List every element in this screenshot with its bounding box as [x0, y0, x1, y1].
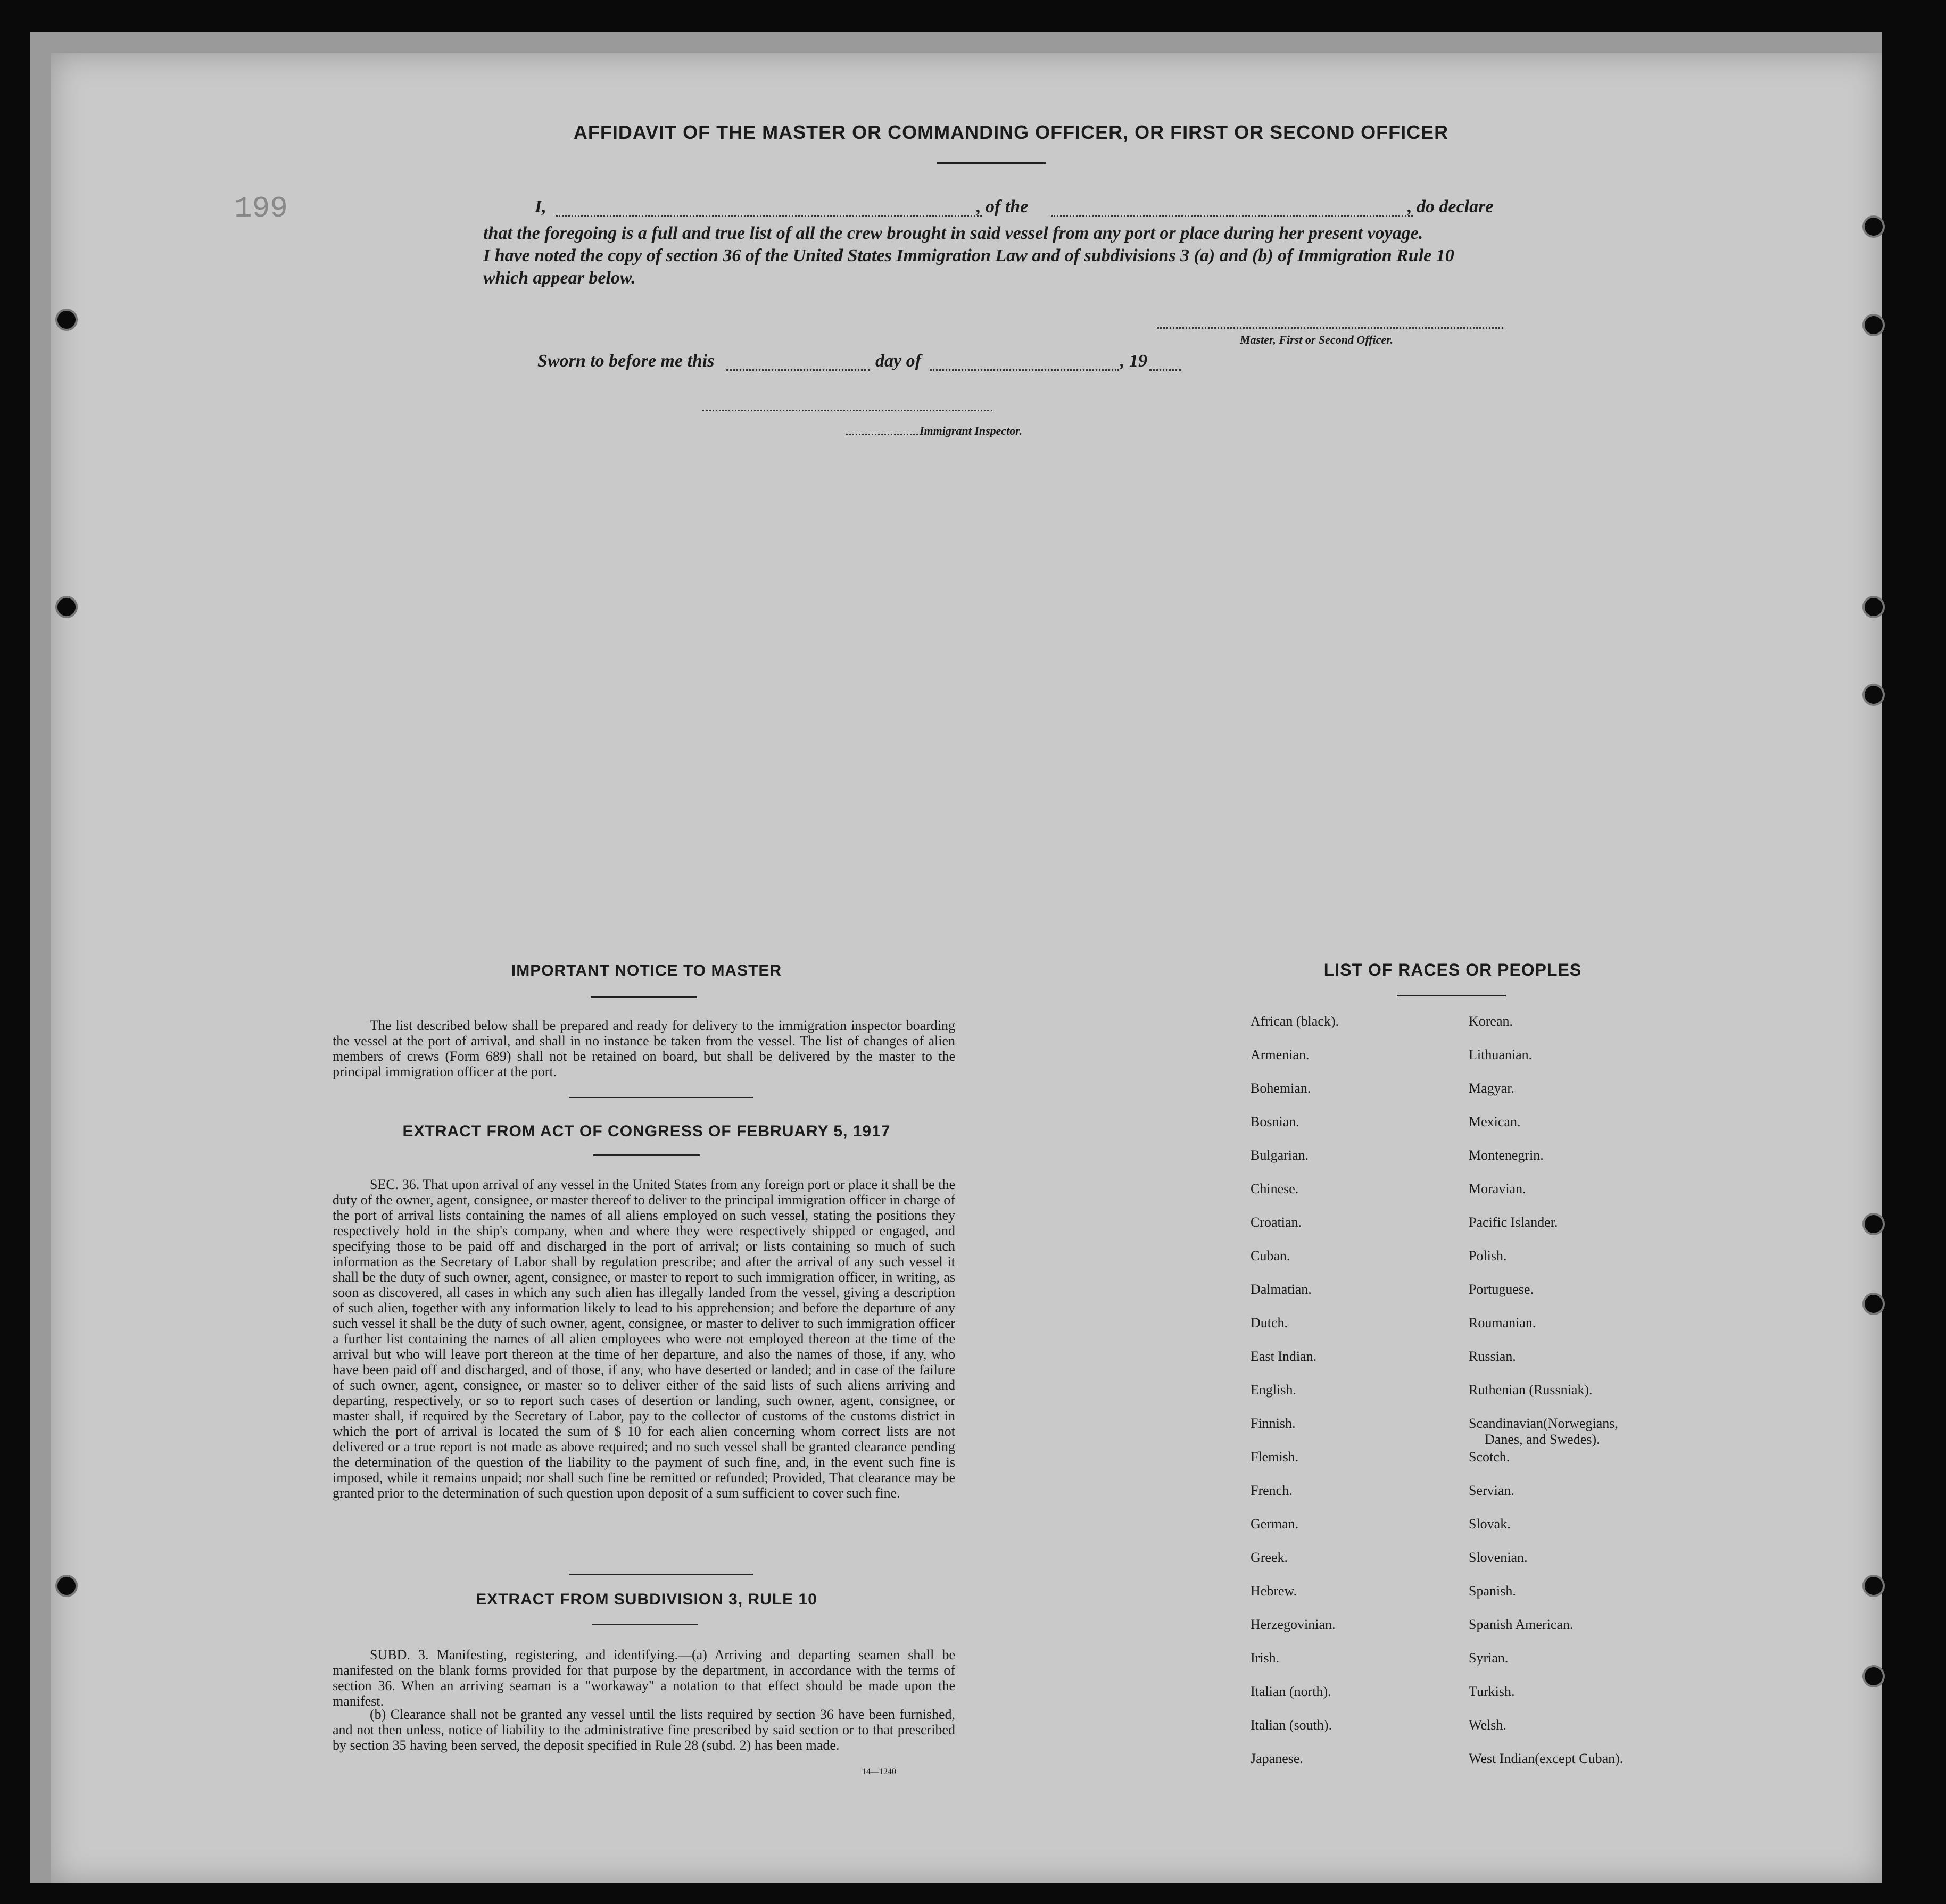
race-item: Danes, and Swedes). — [1485, 1432, 1600, 1447]
declaration-line — [535, 197, 1509, 220]
race-item: Spanish American. — [1469, 1617, 1574, 1632]
decl-do-declare: , do declare — [1407, 197, 1494, 217]
race-item: Servian. — [1469, 1483, 1514, 1498]
affidavit-title: AFFIDAVIT OF THE MASTER OR COMMANDING OFFICER, OR FIRST OR SECOND OFFICER — [573, 121, 1449, 143]
punch-hole — [55, 309, 78, 331]
race-item: Lithuanian. — [1469, 1047, 1533, 1062]
rule-text-b: (b) Clearance shall not be granted any vessel until the lists required by section 36 have been furnished, and not then unless, notice of liability to the administrative fine prescribed by said section or to that prescribed by section 35 having been served, the deposit specified in Rule 28 (subd. 2) has been made. — [333, 1707, 955, 1753]
race-item: Slovak. — [1469, 1516, 1511, 1532]
race-item: Bulgarian. — [1251, 1148, 1309, 1163]
punch-hole — [1862, 1293, 1885, 1315]
race-item: Portuguese. — [1469, 1282, 1534, 1297]
race-item: Roumanian. — [1469, 1315, 1536, 1331]
rule-text-a: SUBD. 3. Manifesting, registering, and identifying.—(a) Arriving and departing seamen shall be manifested on the blank forms provided for that purpose by the department, in accordance with the terms of section 36. When an arriving seaman is a "workaway" a notation to that effect should be made upon the manifest. — [333, 1647, 955, 1709]
punch-hole — [1862, 1665, 1885, 1687]
race-item: Greek. — [1251, 1550, 1288, 1565]
race-item: Welsh. — [1469, 1717, 1506, 1733]
race-item: Scandinavian(Norwegians, — [1469, 1416, 1618, 1431]
races-left-column — [1251, 1013, 1463, 1780]
title-rule — [937, 162, 1046, 164]
race-item: Scotch. — [1469, 1449, 1510, 1465]
race-item: Finnish. — [1251, 1416, 1296, 1431]
punch-hole — [1862, 596, 1885, 618]
inspector-label-lead — [846, 434, 918, 435]
race-item: Armenian. — [1251, 1047, 1310, 1062]
race-item: Bosnian. — [1251, 1114, 1299, 1129]
separator-rule-2 — [569, 1574, 753, 1575]
sworn-day-of: day of — [875, 351, 921, 371]
race-item: French. — [1251, 1483, 1293, 1498]
rule-title-rule — [592, 1624, 698, 1625]
affidavit-body: that the foregoing is a full and true list of all the crew brought in said vessel from any port or place during her present voyage. I have noted the copy of section 36 of the United States Immigration Law and of subdivisions 3 (a) and (b) of Immigration Rule 10 which appear below. — [483, 223, 1454, 288]
race-item: English. — [1251, 1382, 1296, 1398]
punch-hole — [55, 596, 78, 618]
race-item: German. — [1251, 1516, 1299, 1532]
races-right-column — [1469, 1013, 1703, 1780]
race-item: Syrian. — [1469, 1650, 1509, 1666]
race-item: Pacific Islander. — [1469, 1215, 1558, 1230]
punch-hole — [1862, 314, 1885, 336]
race-item: Montenegrin. — [1469, 1148, 1544, 1163]
race-item: Polish. — [1469, 1248, 1507, 1263]
act-text: SEC. 36. That upon arrival of any vessel in the United States from any foreign port or place it shall be the duty of the owner, agent, consignee, or master thereof to deliver to the principal immigration officer in charge of the port of arrival lists containing the names of all aliens employed on such vessel, stating the positions they respectively hold in the ship's company, when and where they were respectively shipped or engaged, and specifying those to be paid off and discharged in the port of arrival; or lists containing so much of such information as the Secretary of Labor shall by regulation prescribe; and after the arrival of any such vessel it shall be the duty of such owner, agent, consignee, or master to report to such immigration officer, in writing, as soon as discovered, all cases in which any such alien has illegally landed from the vessel, giving a description of such alien, together with any information likely to lead to his apprehension; and before the departure of any such vessel it shall be the duty of such owner, agent, consignee, or master to deliver to such immigration officer a further list containing the names of all alien employees who were not employed thereon at the time of the arrival but who will leave port thereon at the time of her departure, and also the names of those, if any, who have been paid off and discharged, and of those, if any, who have deserted or landed; and in case of the failure of such owner, agent, consignee, or master so to deliver either of the said lists of such aliens arriving and departing, respectively, or so to report such cases of desertion or landing, such owner, agent, consignee, or master shall, if required by the Secretary of Labor, pay to the collector of customs of the customs district in which the port of arrival is located the sum of $ 10 for each alien concerning whom correct lists are not delivered or a true report is not made as above required; and no such vessel shall be granted clearance pending the determination of the question of the liability to the payment of such fine, and, in the event such fine is imposed, while it remains unpaid; nor shall such fine be remitted or refunded; Provided, That clearance may be granted prior to the determination of such question upon deposit of a sum sufficient to cover such fine. — [333, 1177, 955, 1501]
sworn-line — [537, 351, 1203, 375]
race-item: Moravian. — [1469, 1181, 1526, 1196]
signature-line[interactable] — [1157, 327, 1503, 329]
bleed-through-page-number: 199 — [234, 192, 288, 226]
race-item: African (black). — [1251, 1013, 1339, 1029]
vessel-blank[interactable] — [1051, 215, 1413, 217]
race-item: Magyar. — [1469, 1080, 1514, 1096]
race-item: Korean. — [1469, 1013, 1513, 1029]
name-blank[interactable] — [556, 215, 982, 217]
inspector-label: Immigrant Inspector. — [920, 424, 1023, 437]
race-item: Hebrew. — [1251, 1583, 1297, 1599]
race-item: Mexican. — [1469, 1114, 1521, 1129]
punch-hole — [1862, 215, 1885, 238]
race-item: Ruthenian (Russniak). — [1469, 1382, 1593, 1398]
race-item: Irish. — [1251, 1650, 1280, 1666]
sworn-year: , 19 — [1120, 351, 1147, 371]
race-item: Russian. — [1469, 1349, 1516, 1364]
race-item: Cuban. — [1251, 1248, 1290, 1263]
race-item: Herzegovinian. — [1251, 1617, 1336, 1632]
year-blank[interactable] — [1149, 369, 1181, 371]
punch-hole — [55, 1575, 78, 1597]
race-item: Flemish. — [1251, 1449, 1299, 1465]
punch-hole — [1862, 1575, 1885, 1597]
notice-text: The list described below shall be prepared and ready for delivery to the immigration inspector boarding the vessel at the port of arrival, and shall in no instance be taken from the vessel. The list of changes of alien members of crews (Form 689) shall not be retained on board, but shall be delivered by the master to the principal immigration officer at the port. — [333, 1018, 955, 1079]
races-rule — [1397, 995, 1506, 996]
month-blank[interactable] — [930, 369, 1119, 371]
race-item: Italian (south). — [1251, 1717, 1332, 1733]
races-title: LIST OF RACES OR PEOPLES — [1323, 960, 1582, 979]
race-item: Spanish. — [1469, 1583, 1516, 1599]
day-blank[interactable] — [726, 369, 870, 371]
act-rule — [593, 1154, 700, 1156]
race-item: East Indian. — [1251, 1349, 1317, 1364]
race-item: West Indian(except Cuban). — [1469, 1751, 1624, 1766]
signature-label: Master, First or Second Officer. — [1240, 333, 1394, 346]
race-item: Bohemian. — [1251, 1080, 1311, 1096]
notice-title: IMPORTANT NOTICE TO MASTER — [511, 962, 782, 979]
punch-hole — [1862, 1213, 1885, 1235]
punch-hole — [1862, 684, 1885, 706]
race-item: Japanese. — [1251, 1751, 1303, 1766]
race-item: Dutch. — [1251, 1315, 1288, 1331]
decl-of-the: , of the — [976, 197, 1029, 217]
race-item: Dalmatian. — [1251, 1282, 1312, 1297]
act-title: EXTRACT FROM ACT OF CONGRESS OF FEBRUARY 5, 1917 — [402, 1123, 891, 1140]
decl-i: I, — [535, 197, 546, 217]
notice-rule — [591, 996, 697, 998]
race-item: Slovenian. — [1469, 1550, 1528, 1565]
inspector-signature-line[interactable] — [702, 410, 992, 411]
race-item: Chinese. — [1251, 1181, 1299, 1196]
form-number: 14—1240 — [862, 1767, 896, 1776]
rule-title: EXTRACT FROM SUBDIVISION 3, RULE 10 — [476, 1591, 817, 1608]
separator-rule — [569, 1097, 753, 1098]
race-item: Italian (north). — [1251, 1684, 1331, 1699]
sworn-prefix: Sworn to before me this — [537, 351, 715, 371]
race-item: Turkish. — [1469, 1684, 1515, 1699]
race-item: Croatian. — [1251, 1215, 1302, 1230]
